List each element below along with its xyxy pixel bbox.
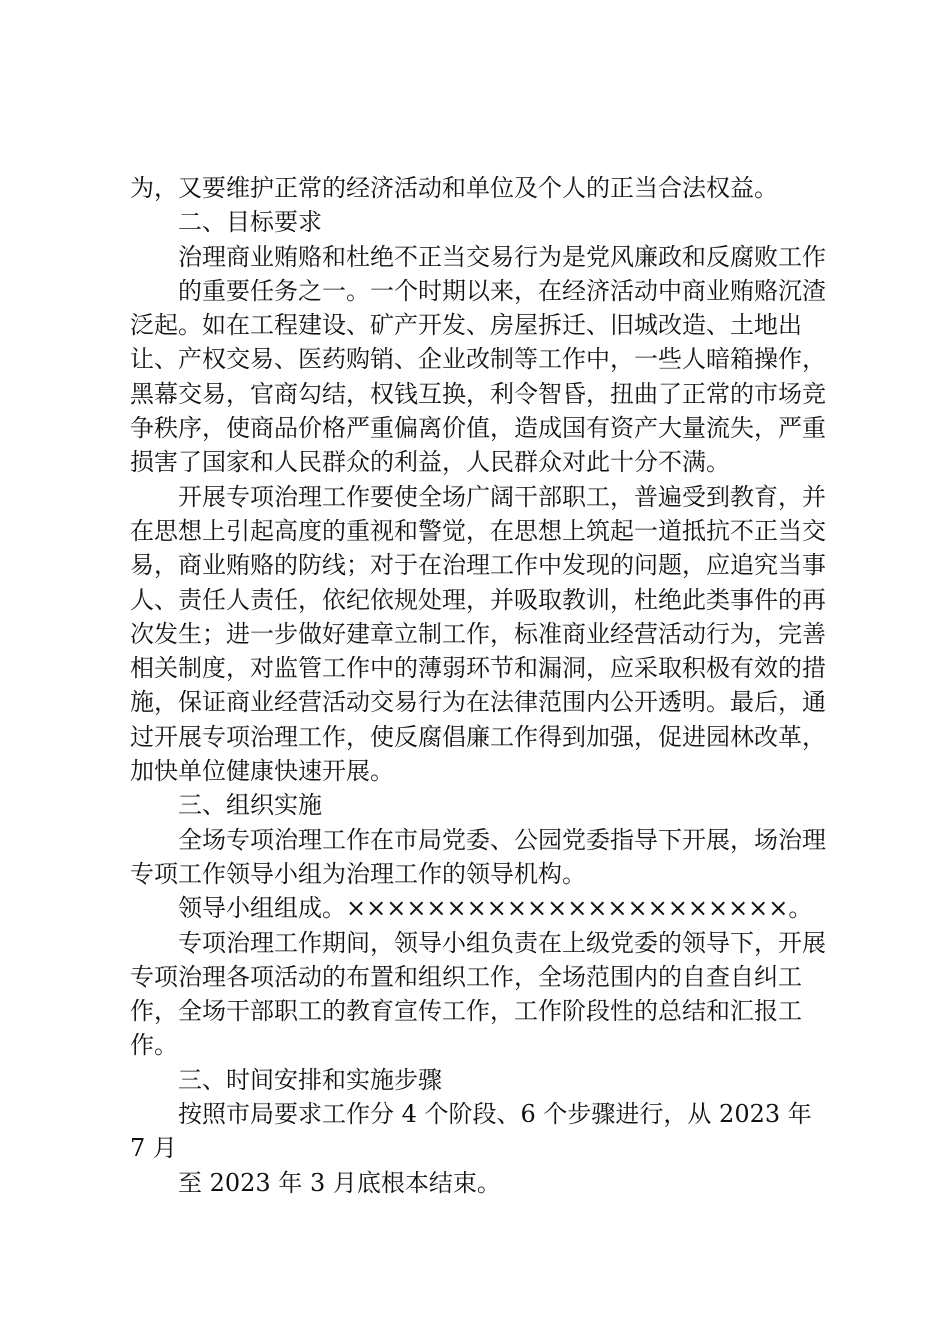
paragraph: 的重要任务之一。一个时期以来，在经济活动中商业贿赂沉渣泛起。如在工程建设、矿产开发、房屋拆迁、旧城改造、土地出让、产权交易、医药购销、企业改制等工作中，一些人暗箱操作，黑幕交易，官商勾结，权钱互换，利令智昏，扭曲了正常的市场竞争秩序，使商品价格严重偏离价值，造成国有资产大量流失，严重损害了国家和人民群众的利益，人民群众对此十分不满。 xyxy=(130,276,826,477)
section-heading-schedule: 三、时间安排和实施步骤 xyxy=(178,1065,442,1094)
paragraph: 治理商业贿赂和杜绝不正当交易行为是党风廉政和反腐败工作 xyxy=(178,242,826,271)
paragraph: 按照市局要求工作分 4 个阶段、6 个步骤进行，从 2023 年 7 月 xyxy=(130,1100,812,1163)
section-heading-organization: 三、组织实施 xyxy=(178,791,322,820)
document-body xyxy=(130,171,830,1200)
paragraph-continuation: 为，又要维护正常的经济活动和单位及个人的正当合法权益。 xyxy=(130,174,778,202)
paragraph: 至 2023 年 3 月底根本结束。 xyxy=(178,1168,501,1197)
paragraph: 专项治理工作期间，领导小组负责在上级党委的领导下，开展专项治理各项活动的布置和组织工作，全场范围内的自查自纠工作，全场干部职工的教育宣传工作，工作阶段性的总结和汇报工作。 xyxy=(130,928,826,1060)
paragraph: 开展专项治理工作要使全场广阔干部职工，普遍受到教育，并在思想上引起高度的重视和警觉，在思想上筑起一道抵抗不正当交易，商业贿赂的防线；对于在治理工作中发现的问题，应追究当事人、责任人责任，依纪依规处理，并吸取教训，杜绝此类事件的再次发生；进一步做好建章立制工作，标准商业经营活动行为，完善相关制度，对监管工作中的薄弱环节和漏洞，应采取积极有效的措施，保证商业经营活动交易行为在法律范围内公开透明。最后，通过开展专项治理工作，使反腐倡廉工作得到加强，促进园林改革，加快单位健康快速开展。 xyxy=(130,482,826,786)
paragraph: 领导小组组成。××××××××××××××××××××××。 xyxy=(178,894,813,923)
section-heading-goals: 二、目标要求 xyxy=(178,208,322,237)
paragraph: 全场专项治理工作在市局党委、公园党委指导下开展，场治理专项工作领导小组为治理工作的领导机构。 xyxy=(130,825,826,888)
